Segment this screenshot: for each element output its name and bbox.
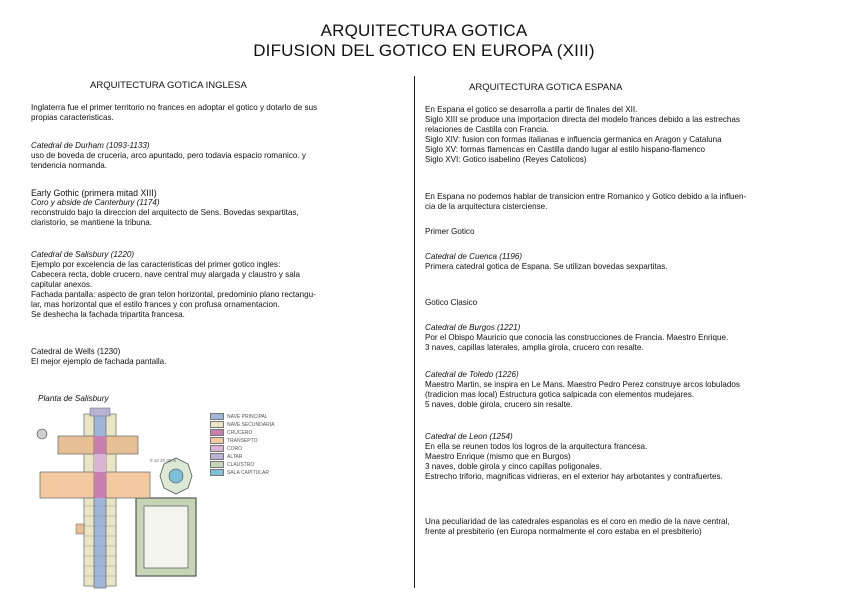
salisbury-floor-plan [36,406,211,592]
section-heading: Primer Gotico [425,227,475,236]
legend-item [210,453,242,460]
legend-swatch [210,437,224,444]
cuenca-section [425,252,668,272]
salisbury-section [31,250,316,320]
legend-label: ALTAR [227,453,243,460]
text-line: 3 naves, capillas laterales, amplia girola, crucero con resalte. [425,343,644,352]
text-line: cia de la arquitectura cisterciense. [425,202,548,211]
text-line: 3 naves, doble girola y cinco capillas poligonales. [425,462,602,471]
primer-gotico-heading [425,227,474,237]
text-line: Por el Obispo Mauricio que conocia las construcciones de Francia. Maestro Enrique. [425,333,729,342]
legend-item [210,469,269,476]
text-line: Siglo XIII se produce una importacion directa del modelo frances debido a las estrechas [425,115,740,124]
text-line: Se deshecha la fachada tripartita francesa. [31,310,185,319]
burgos-section [425,323,728,353]
page-subtitle: DIFUSION DEL GOTICO EN EUROPA (XIII) [253,41,595,60]
legend-swatch [210,461,224,468]
text-line: 5 naves, doble girola, crucero sin resalte. [425,400,573,409]
text-line: Fachada pantalla: aspecto de gran telon horizontal, predominio plano rectangu- [31,290,316,299]
legend-label: CRUCERO [227,429,253,436]
legend-item [210,437,257,444]
text-line: frente al presbiterio (en Europa normalmente el coro estaba en el presbiterio) [425,527,702,536]
text-line: Siglo XV: formas flamencas en Castilla dando lugar al estilo hispano-flamenco [425,145,705,154]
text-line: En Espana no podemos hablar de transicion entre Romanico y Gotico debido a la influen- [425,192,747,201]
leon-name: Catedral de Leon (1254) [425,432,513,441]
text-line: uso de boveda de cruceria, arco apuntado, pero todavia espacio romanico. y [31,151,306,160]
durham-section [31,141,306,171]
text-line: Siglo XIV: fusion con formas italianas e influencia germanica en Aragon y Cataluna [425,135,722,144]
section-heading: Gotico Clasico [425,298,478,307]
left-intro [31,103,317,123]
right-intro [425,105,740,165]
plan-scale: 0 10 20 30 m [150,458,177,463]
early-gothic-section [31,188,299,228]
legend-item [210,445,242,452]
left-heading: ARQUITECTURA GOTICA INGLESA [90,80,247,91]
legend-label: TRANSEPTO [227,437,258,444]
toledo-section [425,370,740,410]
text-line: (tradicion mas local) Estructura gotica salpicada con elementos mudejares. [425,390,695,399]
leon-section [425,432,723,482]
legend-item [210,429,252,436]
cuenca-name: Catedral de Cuenca (1196) [425,252,523,261]
text-line: En ella se reunen todos los logros de la arquitectura francesa. [425,442,648,451]
text-line: Siglo XVI: Gotico isabelino (Reyes Catolicos) [425,155,587,164]
gotico-clasico-heading [425,298,477,308]
burgos-name: Catedral de Burgos (1221) [425,323,521,332]
legend-label: SALA CAPITULAR [227,469,269,476]
text-line: Una peculiaridad de las catedrales espanolas es el coro en medio de la nave central, [425,517,730,526]
canterbury-name: Coro y abside de Canterbury (1174) [31,198,160,207]
text-line: tendencia normanda. [31,161,108,170]
legend-swatch [210,429,224,436]
text-line: El mejor ejemplo de fachada pantalla. [31,357,167,366]
early-gothic-heading: Early Gothic (primera mitad XIII) [31,188,157,198]
text-line: Maestro Martin, se inspira en Le Mans. Maestro Pedro Perez construye arcos lobulados [425,380,740,389]
text-line: Inglaterra fue el primer territorio no frances en adoptar el gotico y dotarlo de sus [31,103,318,112]
text-line: Primera catedral gotica de Espana. Se utilizan bovedas sexpartitas. [425,262,668,271]
coro-paragraph [425,517,730,537]
column-divider [414,76,415,588]
text-line: Maestro Enrique (mismo que en Burgos) [425,452,571,461]
legend-swatch [210,421,224,428]
text-line: relaciones de Castilla con Francia. [425,125,549,134]
legend-label: CLAUSTRO [227,461,255,468]
toledo-name: Catedral de Toledo (1226) [425,370,519,379]
text-line: En Espana el gotico se desarrolla a partir de finales del XII. [425,105,638,114]
text-line: Cabecera recta, doble crucero, nave central muy alargada y claustro y sala [31,270,301,279]
salisbury-name: Catedral de Salisbury (1220) [31,250,135,259]
legend-label: NAVE SECUNDARIA [227,421,275,428]
legend-item [210,461,254,468]
text-line: reconstruido bajo la direccion del arquitecto de Sens. Bovedas sexpartitas, [31,208,299,217]
text-line: capitular anexos. [31,280,93,289]
legend-swatch [210,469,224,476]
transition-paragraph [425,192,746,212]
legend-label: NAVE PRINCIPAL [227,413,268,420]
legend-item [210,421,274,428]
page-title: ARQUITECTURA GOTICA [320,21,528,40]
durham-name: Catedral de Durham (1093-1133) [31,141,150,150]
plan-title: Planta de Salisbury [38,394,109,403]
legend-item [210,413,268,420]
wells-name: Catedral de Wells (1230) [31,347,121,356]
text-line: propias caracteristicas. [31,113,114,122]
legend-swatch [210,453,224,460]
wells-section [31,347,166,367]
right-heading: ARQUITECTURA GOTICA ESPANA [469,82,623,93]
legend-label: CORO [227,445,242,452]
legend-swatch [210,445,224,452]
text-line: Estrecho triforio, magnificas vidrieras, en el exterior hay arbotantes y contrafuertes. [425,472,723,481]
legend-swatch [210,413,224,420]
text-line: Ejemplo por excelencia de las caracteristicas del primer gotico ingles: [31,260,281,269]
text-line: lar, mas horizontal que el estilo frances y con profusa ornamentacion. [31,300,280,309]
text-line: claristorio, se mantiene la tribuna. [31,218,153,227]
